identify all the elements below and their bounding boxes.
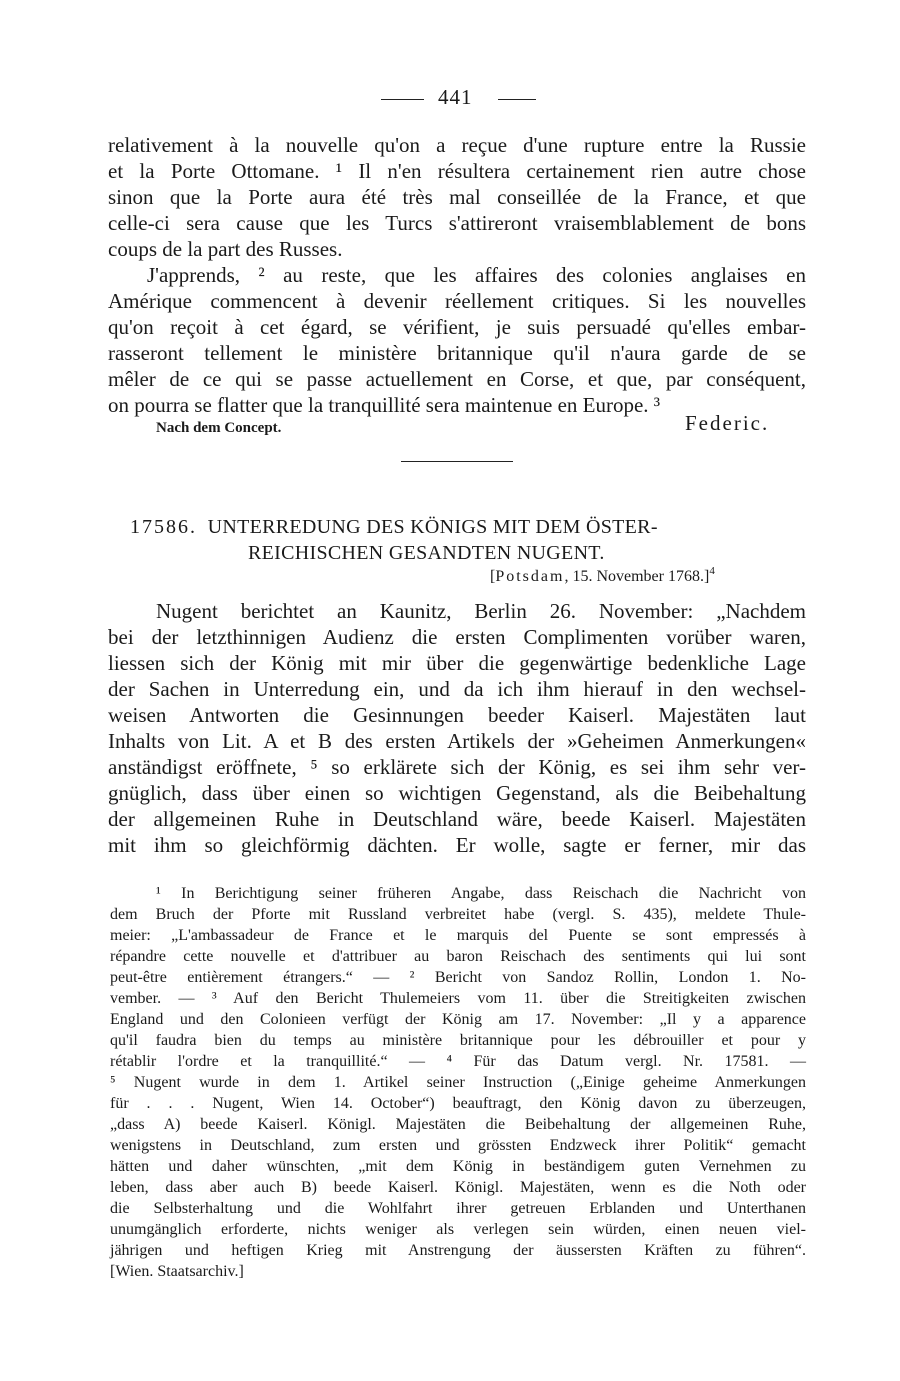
header-rule-left: [381, 99, 424, 100]
footnote-line: unumgänglich erforderte, nichts weniger als verlegen sein würden, einen neuen viel-: [110, 1221, 806, 1238]
text-line: gnüglich, dass über einen so wichtigen Gegenstand, als die Beibehaltung: [108, 781, 806, 805]
text-line: Nugent berichtet an Kaunitz, Berlin 26. November: „Nachdem: [156, 599, 806, 623]
section-divider: [401, 461, 513, 462]
dateline-place: Potsdam: [495, 568, 565, 585]
text-line: der allgemeinen Ruhe in Deutschland wäre, beede Kaiserl. Majestäten: [108, 807, 806, 831]
text-line: Amérique commencent à devenir réellement critiques. Si les nouvelles: [108, 289, 806, 313]
footnote-line: wenigstens in Deutschland, zum ersten und grössten Endzweck ihrer Politik“ gemacht: [110, 1137, 806, 1154]
footnote-line: dem Bruch der Pforte mit Russland verbreitet habe (vergl. S. 435), meldete Thule-: [110, 906, 806, 923]
header-rule-right: [498, 99, 536, 100]
footnote-line: leben, dass aber auch B) beede Kaiserl. Königl. Majestäten, wenn es die Noth oder: [110, 1179, 806, 1196]
source-note: Nach dem Concept.: [156, 420, 282, 436]
text-line: liessen sich der König mit mir über die gegenwärtige bedenkliche Lage: [108, 651, 806, 675]
footnote-line: peut-être entièrement étrangers.“ — ² Bericht von Sandoz Rollin, London 1. No-: [110, 969, 806, 986]
text-line: rasseront tellement le ministère britannique qu'il n'aura garde de se: [108, 341, 806, 365]
footnote-line: „dass A) beede Kaiserl. Königl. Majestäten die Beibehaltung der allgemeinen Ruhe,: [110, 1116, 806, 1133]
footnote-line: ⁵ Nugent wurde in dem 1. Artikel seiner Instruction („Einige geheime Anmerkungen: [110, 1074, 806, 1091]
text-line: qu'on reçoit à cet égard, se vérifient, je suis persuadé qu'elles embar-: [108, 315, 806, 339]
heading-line-1: UNTERREDUNG DES KÖNIGS MIT DEM ÖSTER-: [207, 516, 658, 538]
page-number: 441: [438, 85, 473, 109]
text-line: mêler de ce qui se passe actuellement en Corse, et que, par conséquent,: [108, 367, 806, 391]
dateline: [490, 565, 715, 586]
text-line: coups de la part des Russes.: [108, 237, 343, 261]
footnote-line: für . . . Nugent, Wien 14. October“) beauftragt, den König davon zu überzeugen,: [110, 1095, 806, 1112]
footnote-line: [Wien. Staatsarchiv.]: [110, 1263, 244, 1280]
footnote-line: die Selbsterhaltung und die Wohlfahrt ihrer getreuen Erblanden und Unterthanen: [110, 1200, 806, 1217]
document-number: 17586.: [130, 516, 197, 538]
text-line: relativement à la nouvelle qu'on a reçue d'une rupture entre la Russie: [108, 133, 806, 157]
page-header: [0, 85, 900, 115]
footnote-line: England und den Colonieen verfügt der König am 17. November: „Il y a apparence: [110, 1011, 806, 1028]
signature: Federic.: [685, 411, 770, 435]
text-line: et la Porte Ottomane. ¹ Il n'en résultera certainement rien autre chose: [108, 159, 806, 183]
text-line: sinon que la Porte aura été très mal conseillée de la France, et que: [108, 185, 806, 209]
text-line: celle-ci sera cause que les Turcs s'attireront vraisemblablement de bons: [108, 211, 806, 235]
footnote-line: ¹ In Berichtigung seiner früheren Angabe, dass Reischach die Nachricht von: [156, 885, 806, 902]
section-heading: [130, 514, 810, 540]
dateline-open: [: [490, 568, 496, 585]
text-line: mit ihm so gleichförmig dächten. Er wolle, sagte er ferner, mir das: [108, 833, 806, 857]
footnote-line: meier: „L'ambassadeur de France et le marquis del Puente se sont empressés à: [110, 927, 806, 944]
text-line: anständigst eröffnete, ⁵ so erklärete sich der König, es sei ihm sehr ver-: [108, 755, 806, 779]
footnote-line: qu'il faudra bien du temps au ministère britannique pour les débrouiller et pour y: [110, 1032, 806, 1049]
footnote-ref: 4: [709, 565, 715, 577]
heading-line-2: REICHISCHEN GESANDTEN NUGENT.: [248, 542, 605, 564]
footnote-line: jährigen und heftigen Krieg mit Anstrengung der äussersten Kräften zu führen“.: [110, 1242, 806, 1259]
text-line: J'apprends, ² au reste, que les affaires des colonies anglaises en: [147, 263, 806, 287]
text-line: on pourra se flatter que la tranquillité sera maintenue en Europe. ³: [108, 393, 661, 417]
text-line: Inhalts von Lit. A et B des ersten Artikels der »Geheimen Anmerkungen«: [108, 729, 806, 753]
text-line: bei der letzthinnigen Audienz die ersten Complimenten vorüber waren,: [108, 625, 806, 649]
text-line: weisen Antworten die Gesinnungen beeder Kaiserl. Majestäten laut: [108, 703, 806, 727]
footnote-line: rétablir l'ordre et la tranquillité.“ — ⁴ Für das Datum vergl. Nr. 17581. —: [110, 1053, 806, 1070]
text-line: der Sachen in Unterredung ein, und da ich ihm hierauf in den wechsel-: [108, 677, 806, 701]
footnote-line: vember. — ³ Auf den Bericht Thulemeiers vom 11. über die Streitigkeiten zwischen: [110, 990, 806, 1007]
dateline-date: , 15. November 1768.]: [564, 568, 710, 585]
footnote-line: hätten und daher wünschten, „mit dem König in beständigem guten Vernehmen zu: [110, 1158, 806, 1175]
footnote-line: répandre cette nouvelle et d'attribuer au baron Reischach des sentiments qui lui sont: [110, 948, 806, 965]
